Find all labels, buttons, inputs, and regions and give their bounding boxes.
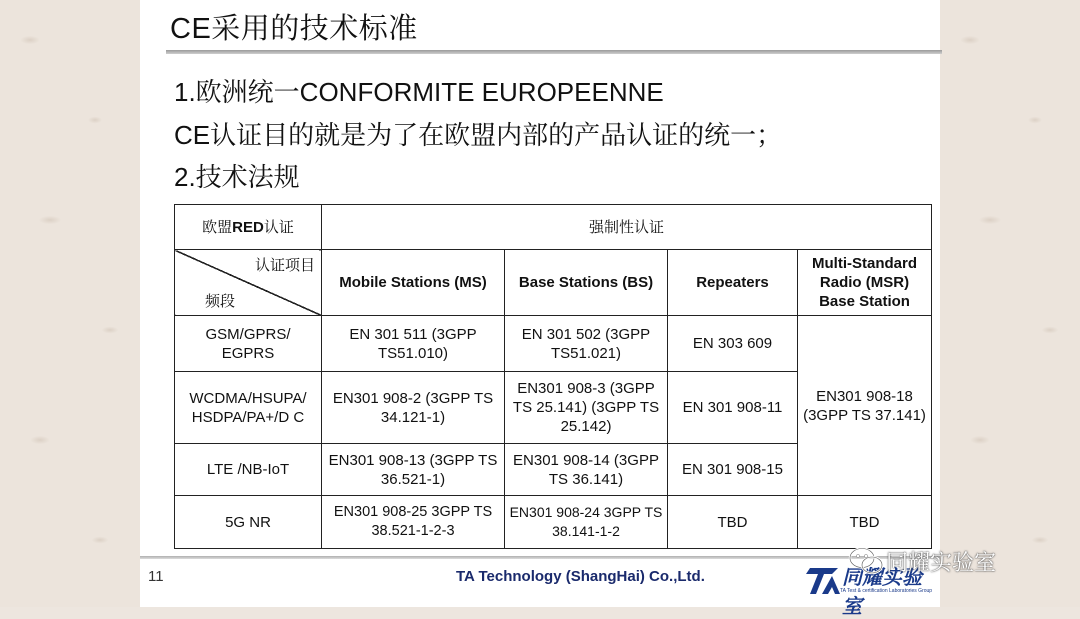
text-line-1: 1.欧洲统一CONFORMITE EUROPEENNE <box>174 77 664 107</box>
left-background-pattern <box>0 0 140 607</box>
slide <box>140 0 940 618</box>
col-header-repeaters: Repeaters <box>668 250 798 316</box>
table-group-header-row <box>175 205 932 250</box>
red-certification-header: 欧盟RED认证 <box>175 205 322 250</box>
standards-table <box>174 204 932 549</box>
repeater-cell: EN 301 908-15 <box>668 444 798 496</box>
repeater-cell: EN 301 908-11 <box>668 372 798 444</box>
msr-cell: TBD <box>798 496 932 549</box>
wechat-icon <box>848 546 884 576</box>
bs-cell: EN301 908-3 (3GPP TS 25.141) (3GPP TS 25.142) <box>505 372 668 444</box>
slide-title: CE采用的技术标准 <box>170 13 418 45</box>
ms-cell: EN301 908-25 3GPP TS 38.521-1-2-3 <box>322 496 505 549</box>
table-row <box>175 316 932 372</box>
watermark-text: 同耀实验室 <box>886 550 997 575</box>
band-cell: 5G NR <box>175 496 322 549</box>
msr-merged-cell: EN301 908-18 (3GPP TS 37.141) <box>798 316 932 496</box>
right-background-pattern <box>940 0 1080 607</box>
logo-subtext: TA Test & certification Laboratories Group <box>840 588 933 594</box>
mandatory-certification-header: 强制性认证 <box>322 205 932 250</box>
ms-cell: EN 301 511 (3GPP TS51.010) <box>322 316 505 372</box>
logo-text: 同耀实验室 <box>842 565 922 618</box>
diag-top-label: 认证项目 <box>254 257 315 274</box>
footer-divider <box>140 556 940 559</box>
logo-mark-icon <box>804 562 844 598</box>
table-column-header-row <box>175 250 932 316</box>
text-line-2: CE认证目的就是为了在欧盟内部的产品认证的统一； <box>174 120 783 150</box>
page-number: 11 <box>148 568 164 585</box>
bs-cell: EN301 908-24 3GPP TS 38.141-1-2 <box>505 496 668 549</box>
ms-cell: EN301 908-2 (3GPP TS 34.121-1) <box>322 372 505 444</box>
diag-bottom-label: 频段 <box>205 293 236 310</box>
ms-cell: EN301 908-13 (3GPP TS 36.521-1) <box>322 444 505 496</box>
company-name: TA Technology (ShangHai) Co.,Ltd. <box>456 568 705 585</box>
band-cell: GSM/GPRS/ EGPRS <box>175 316 322 372</box>
title-divider <box>166 50 942 54</box>
diagonal-header-cell <box>175 250 322 316</box>
repeater-cell: EN 303 609 <box>668 316 798 372</box>
band-cell: LTE /NB-IoT <box>175 444 322 496</box>
col-header-ms: Mobile Stations (MS) <box>322 250 505 316</box>
col-header-msr: Multi-Standard Radio (MSR) Base Station <box>798 250 932 316</box>
table-row <box>175 496 932 549</box>
text-line-3: 2.技术法规 <box>174 162 300 192</box>
bs-cell: EN301 908-14 (3GPP TS 36.141) <box>505 444 668 496</box>
repeater-cell: TBD <box>668 496 798 549</box>
wechat-watermark <box>848 542 1048 582</box>
bs-cell: EN 301 502 (3GPP TS51.021) <box>505 316 668 372</box>
col-header-bs: Base Stations (BS) <box>505 250 668 316</box>
band-cell: WCDMA/HSUPA/ HSDPA/PA+/D C <box>175 372 322 444</box>
